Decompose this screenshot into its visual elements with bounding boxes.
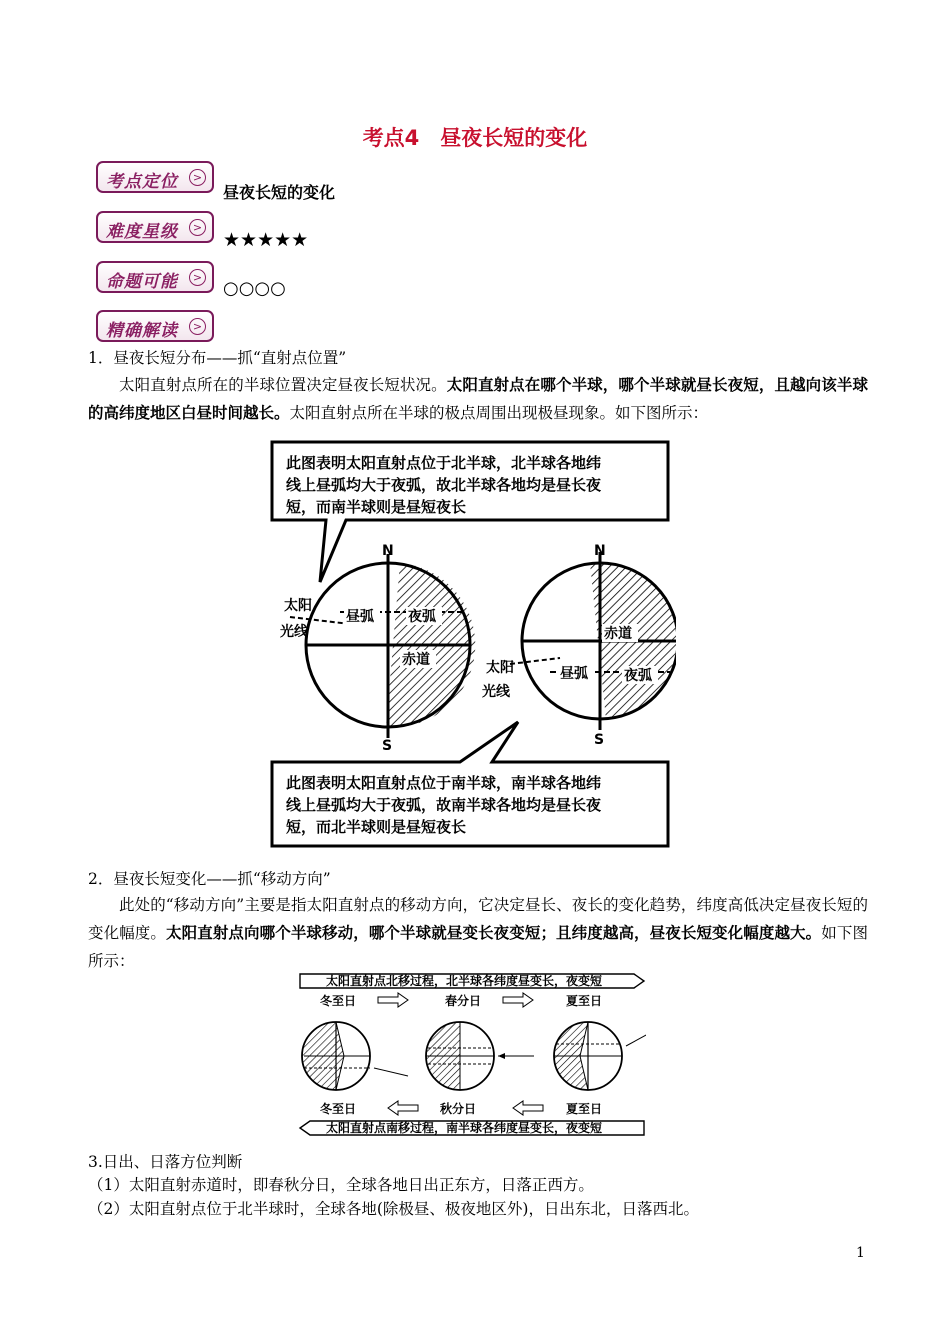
sunlight-label: 太阳 — [486, 660, 514, 676]
page-number: 1 — [856, 1245, 865, 1261]
callout-bottom-line: 此图表明太阳直射点位于南半球，南半球各地纬 — [286, 774, 602, 792]
south-label: S — [382, 738, 393, 754]
arrow-right-icon: > — [189, 169, 206, 186]
north-label: N — [382, 543, 394, 559]
bottom-label: 夏至日 — [566, 1102, 603, 1116]
badge-label: 精确解读 — [106, 321, 178, 341]
sunlight-label: 太阳 — [284, 598, 312, 614]
badge-likelihood — [96, 261, 214, 293]
difficulty-stars: ★★★★★ — [223, 229, 309, 251]
callout-top-line: 线上昼弧均大于夜弧，故北半球各地均是昼长夜 — [286, 476, 602, 494]
top-label: 夏至日 — [566, 994, 603, 1008]
top-label: 冬至日 — [320, 994, 357, 1008]
badge-label: 考点定位 — [106, 172, 178, 192]
section3-item1: （1）太阳直射赤道时，即春秋分日，全球各地日出正东方，日落正西方。 — [88, 1176, 594, 1194]
arrow-right-icon: > — [189, 219, 206, 236]
callout-bottom-line: 线上昼弧均大于夜弧，故南半球各地均是昼长夜 — [286, 796, 602, 814]
figure-day-length-change — [298, 968, 646, 1144]
night-arc-label: 夜弧 — [624, 668, 652, 684]
bottom-caption: 太阳直射点南移过程，南半球各纬度昼变长，夜变短 — [326, 1121, 603, 1135]
globe-winter-solstice — [302, 1022, 408, 1090]
globe-north-summer — [280, 543, 475, 754]
globe-summer-solstice — [554, 1022, 646, 1090]
sunlight-label: 光线 — [482, 684, 510, 700]
equator-label: 赤道 — [402, 652, 430, 668]
section2-heading: 2．昼夜长短变化——抓“移动方向” — [88, 870, 331, 888]
badge-exam-point — [96, 161, 214, 193]
top-label: 春分日 — [445, 994, 482, 1008]
globe-south-summer — [482, 543, 676, 748]
arrow-right-icon: > — [189, 318, 206, 335]
north-label: N — [594, 543, 606, 559]
sunlight-label: 光线 — [280, 624, 308, 640]
day-arc-label: 昼弧 — [346, 609, 374, 625]
bottom-label: 秋分日 — [440, 1102, 477, 1116]
section3-heading: 3.日出、日落方位判断 — [88, 1153, 243, 1171]
badge-label: 难度星级 — [106, 222, 178, 242]
section2-paragraph: 此处的“移动方向”主要是指太阳直射点的移动方向，它决定昼长、夜长的变化趋势，纬度高低决定昼夜长短的变化幅度。太阳直射点向哪个半球移动，哪个半球就昼变长夜变短；且纬度越高，昼夜长短变化幅度越大。如下图所示： — [88, 896, 868, 970]
arrow-right-icon: > — [189, 269, 206, 286]
top-caption: 太阳直射点北移过程，北半球各纬度昼变长，夜变短 — [326, 974, 603, 988]
bottom-label: 冬至日 — [320, 1102, 357, 1116]
likelihood-circles: ○○○○ — [223, 278, 286, 299]
section3-item2: （2）太阳直射点位于北半球时，全球各地(除极昼、极夜地区外)，日出东北，日落西北。 — [88, 1200, 699, 1218]
day-arc-label: 昼弧 — [560, 666, 588, 682]
callout-bottom-line: 短，而北半球则是昼短夜长 — [286, 818, 467, 836]
globe-equinox — [426, 1022, 534, 1090]
badge-interpretation — [96, 310, 214, 342]
equator-label: 赤道 — [604, 626, 632, 642]
callout-top-line: 短，而南半球则是昼短夜长 — [286, 498, 467, 516]
page-title: 考点4 昼夜长短的变化 — [362, 126, 588, 150]
badge-difficulty — [96, 211, 214, 243]
south-label: S — [594, 732, 605, 748]
figure-day-night-distribution — [260, 432, 676, 854]
callout-top-line: 此图表明太阳直射点位于北半球，北半球各地纬 — [286, 454, 602, 472]
exam-point-value: 昼夜长短的变化 — [223, 183, 336, 202]
night-arc-label: 夜弧 — [408, 609, 436, 625]
section1-paragraph: 太阳直射点所在的半球位置决定昼夜长短状况。太阳直射点在哪个半球，哪个半球就昼长夜短，且越向该半球的高纬度地区白昼时间越长。太阳直射点所在半球的极点周围出现极昼现象。如下图所示： — [88, 375, 868, 422]
section1-heading: 1．昼夜长短分布——抓“直射点位置” — [88, 349, 347, 367]
badge-label: 命题可能 — [106, 272, 178, 292]
